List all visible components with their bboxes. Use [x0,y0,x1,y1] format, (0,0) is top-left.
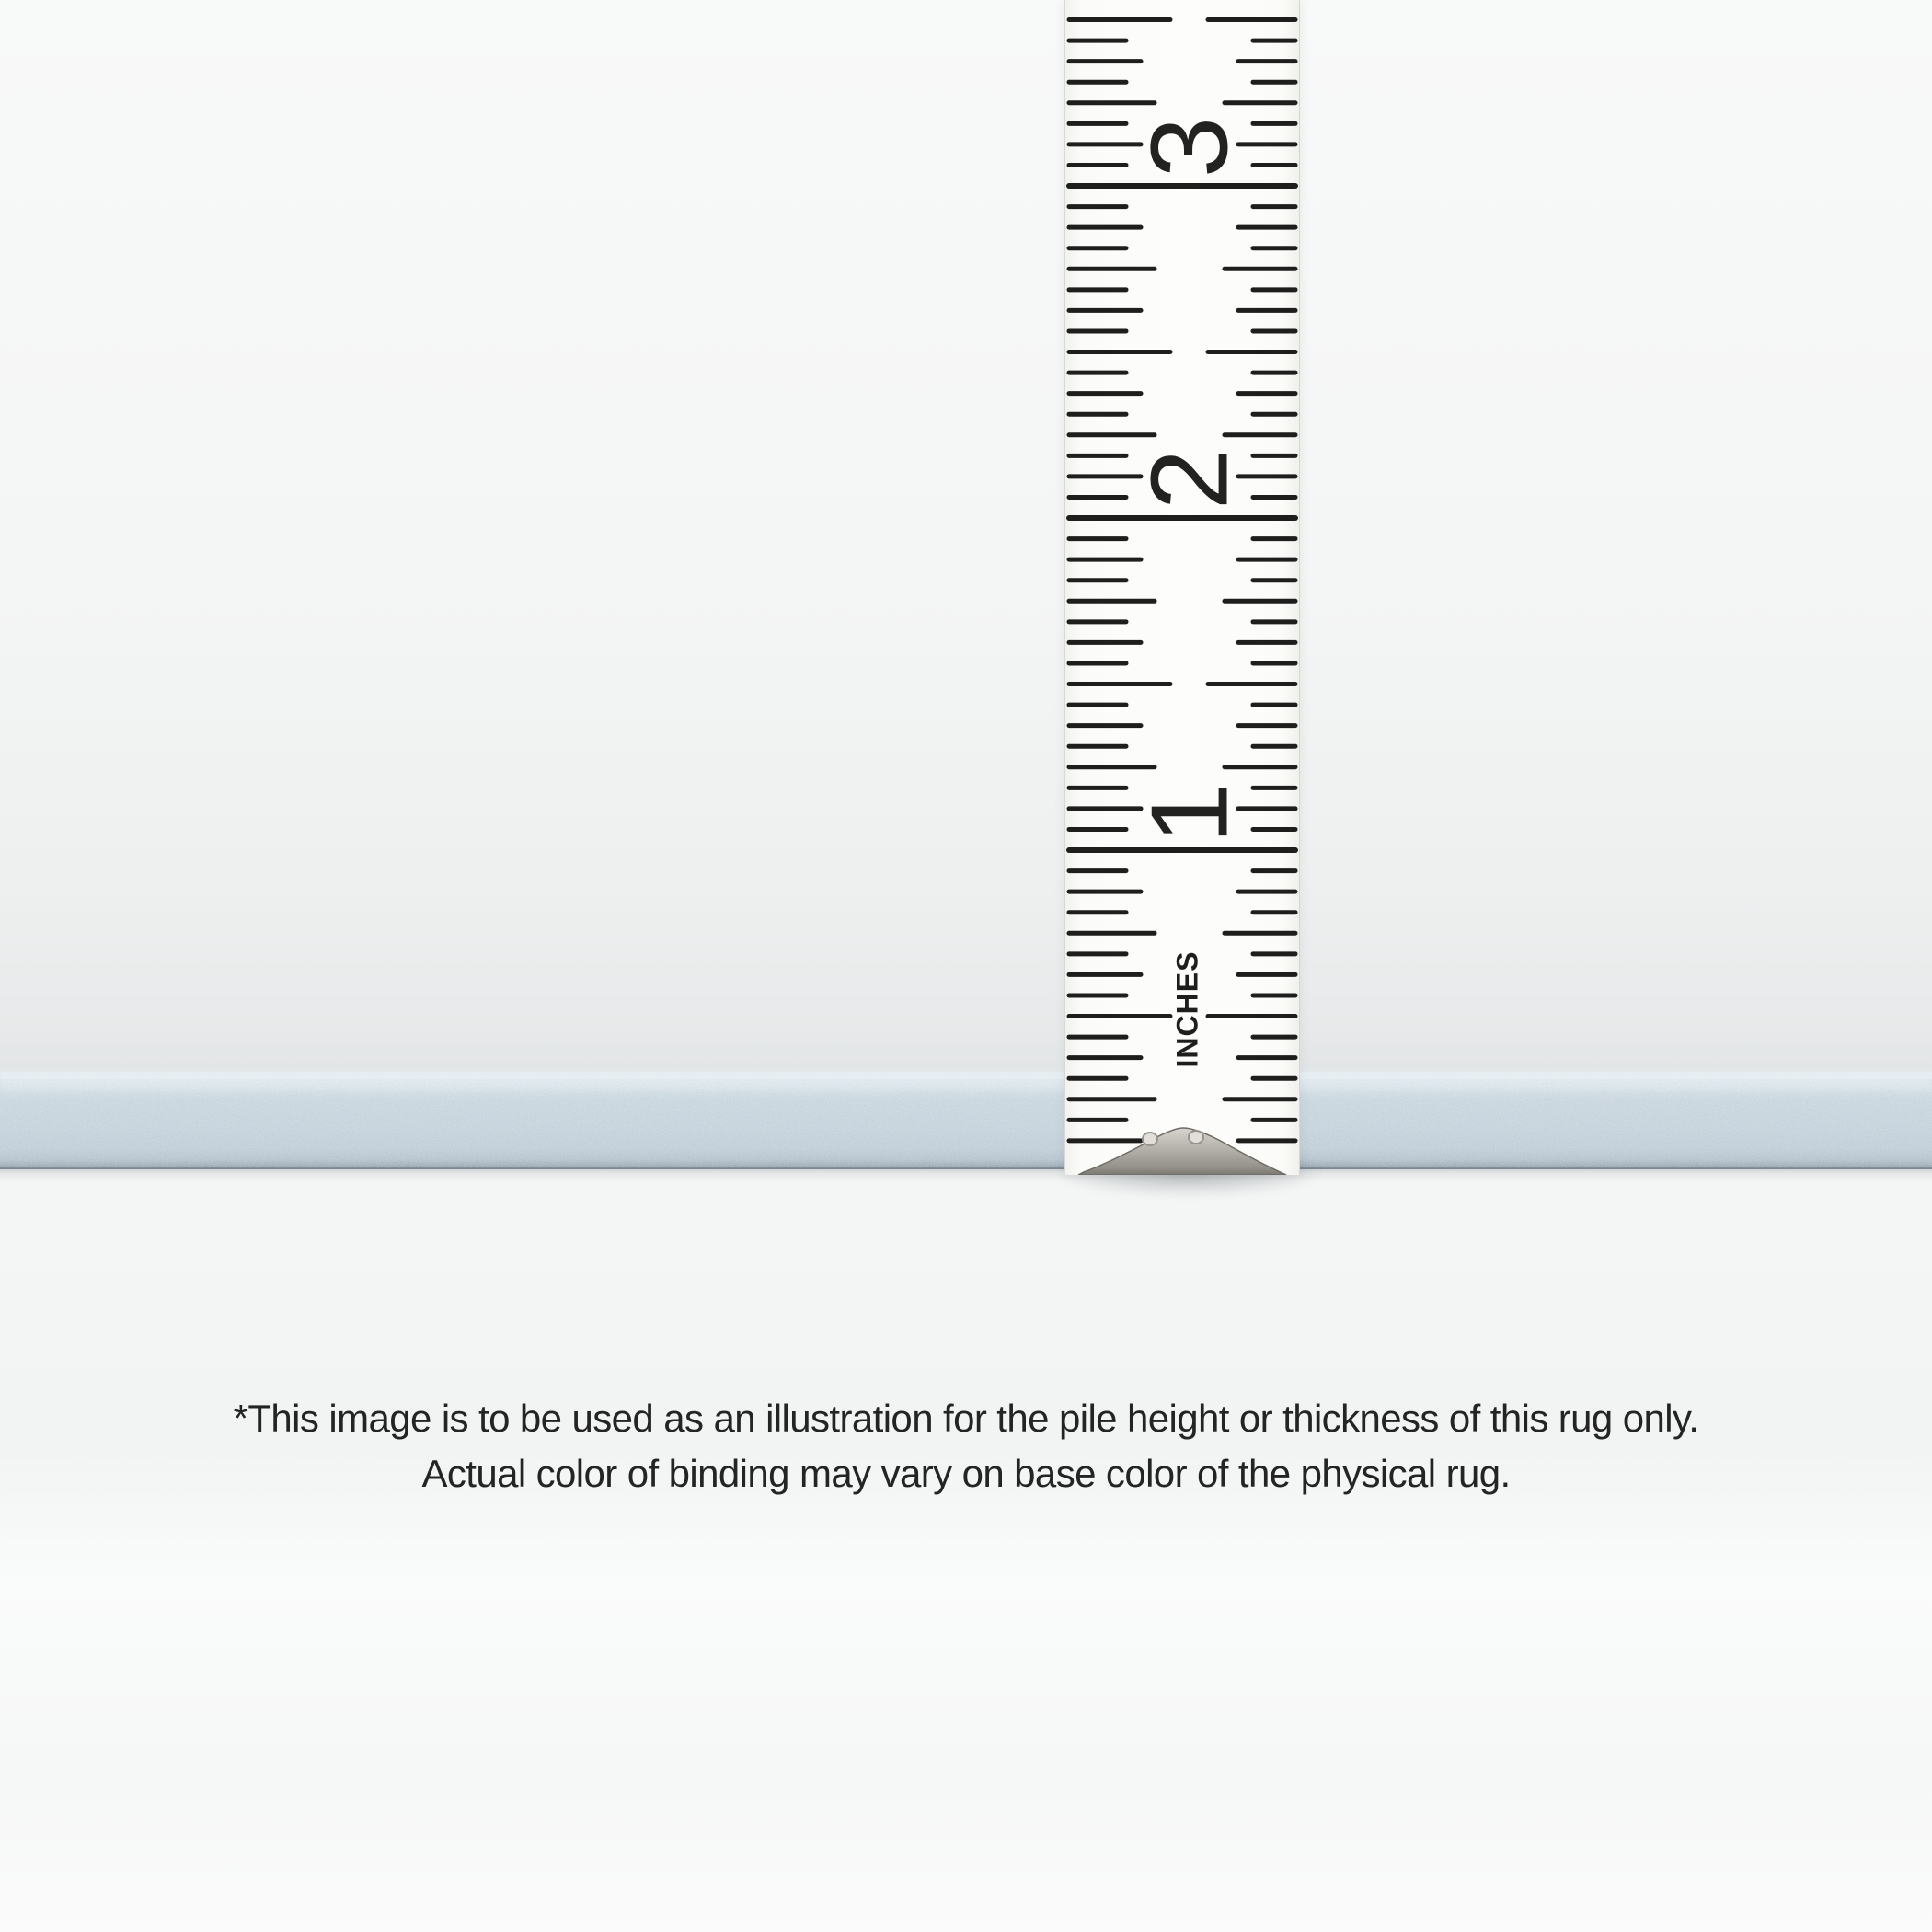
rug-shadow [0,1167,1932,1182]
rug-pile-texture [0,1072,1932,1169]
caption-line-2: Actual color of binding may vary on base color of the physical rug. [421,1452,1511,1495]
caption [0,1391,1932,1501]
clip-rivet [1189,1131,1203,1144]
rug-edge-strip [0,1072,1932,1169]
metal-clip-shape [1078,1128,1286,1175]
ruler-number-2: 2 [1128,448,1251,511]
ruler-metal-end-clip [1076,1127,1288,1175]
caption-line-1: *This image is to be used as an illustration for the pile height or thickness of this rug only. [233,1397,1699,1440]
ruler-number-3: 3 [1128,116,1251,178]
ruler [1065,0,1299,1175]
ruler-number-1: 1 [1128,782,1251,845]
clip-rivet [1143,1133,1157,1145]
rug-speckle-light [0,1072,1932,1169]
ruler-unit-label: INCHES [1170,950,1204,1068]
